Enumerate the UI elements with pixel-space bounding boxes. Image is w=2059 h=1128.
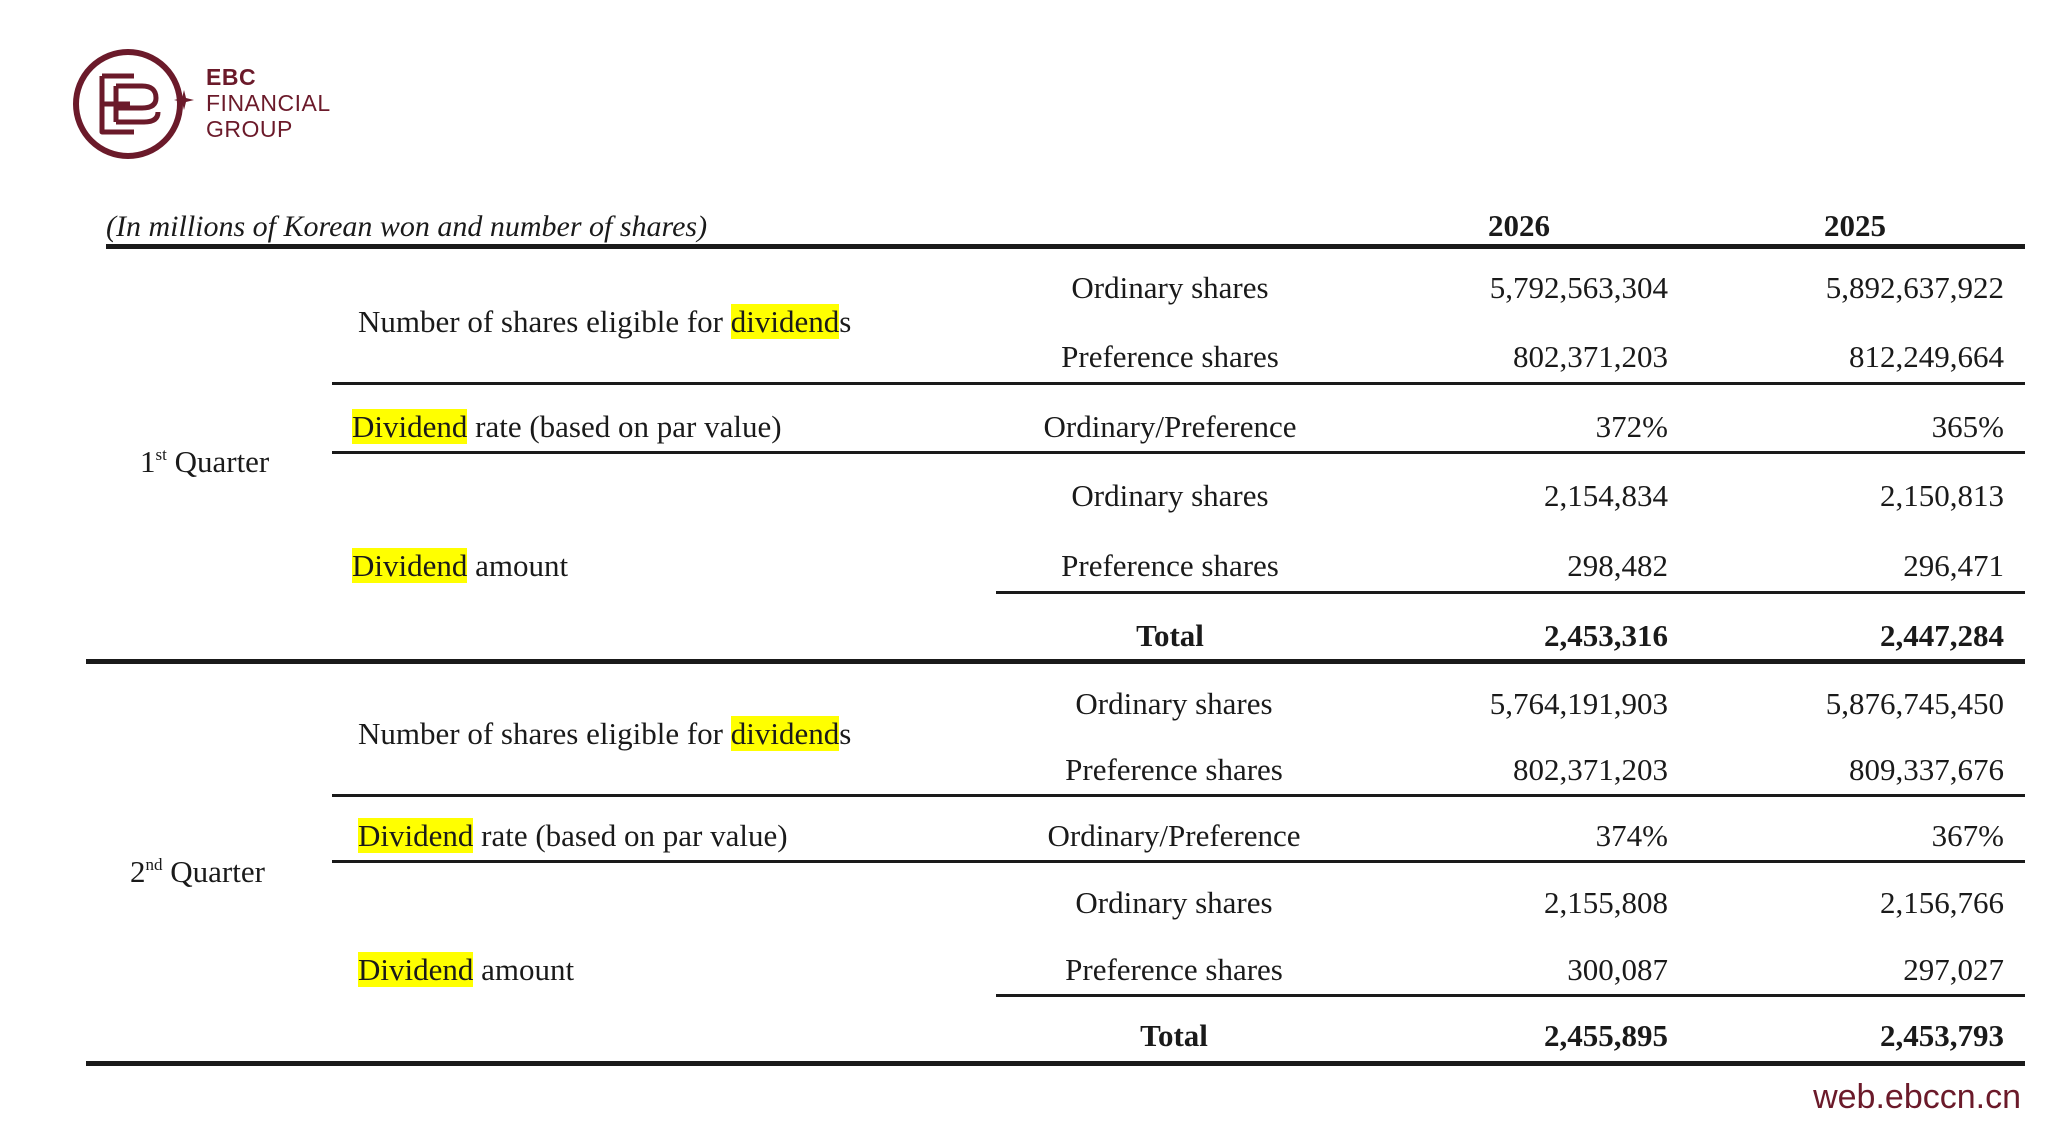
q1-rate-2025: 365% — [1931, 409, 2004, 444]
logo-line-2: FINANCIAL — [206, 90, 331, 116]
logo-line-1: EBC — [206, 64, 257, 90]
quarter-2-label: 2nd Quarter — [130, 854, 265, 889]
q1-amount-label: Dividend amount — [352, 548, 569, 583]
q1-ordinary-2025: 5,892,637,922 — [1825, 270, 2004, 305]
q1-amt-ord-2026: 2,154,834 — [1544, 478, 1668, 513]
q1-amt-pref-2026: 298,482 — [1567, 548, 1668, 583]
table-caption: (In millions of Korean won and number of shares) — [106, 210, 708, 243]
q1-rule-2 — [332, 451, 2025, 454]
table-bottom-rule — [86, 1061, 2025, 1066]
q2-total-label: Total — [1140, 1018, 1208, 1053]
q2-pref-2025: 809,337,676 — [1849, 752, 2004, 787]
q1-eligible-highlight: dividend — [730, 304, 840, 339]
q1-pref-2026: 802,371,203 — [1513, 339, 1668, 374]
ebc-monogram-icon — [72, 46, 188, 162]
sparkle-icon — [172, 88, 196, 112]
q2-ordinary-2026: 5,764,191,903 — [1489, 686, 1668, 721]
quarter-divider-rule — [86, 659, 2025, 664]
ebc-logo — [72, 46, 372, 166]
q2-eligible-highlight: dividend — [730, 716, 840, 751]
q1-rate-2026: 372% — [1595, 409, 1668, 444]
q2-rule-3 — [996, 994, 2025, 997]
q2-rule-1 — [332, 794, 2025, 797]
q1-total-label: Total — [1136, 618, 1204, 653]
logo-line-3: GROUP — [206, 116, 293, 142]
q2-total-2026: 2,455,895 — [1544, 1018, 1668, 1053]
q1-amt-ord-2025: 2,150,813 — [1880, 478, 2004, 513]
q2-amt-pref-label: Preference shares — [1065, 952, 1283, 987]
q1-pref-2025: 812,249,664 — [1849, 339, 2004, 374]
q2-amount-highlight: Dividend — [358, 952, 474, 987]
q1-ordinary-label: Ordinary shares — [1071, 270, 1269, 305]
q2-total-2025: 2,453,793 — [1880, 1018, 2004, 1053]
q2-eligible-label: Number of shares eligible for dividends — [358, 716, 852, 751]
q1-rule-1 — [332, 382, 2025, 385]
q2-rate-2026: 374% — [1595, 818, 1668, 853]
q1-total-2026: 2,453,316 — [1544, 618, 1668, 653]
header-rule — [106, 244, 2025, 249]
q1-amt-pref-2025: 296,471 — [1903, 548, 2004, 583]
q2-amt-ord-2025: 2,156,766 — [1880, 885, 2004, 920]
q1-amt-ord-label: Ordinary shares — [1071, 478, 1269, 513]
q1-pref-label: Preference shares — [1061, 339, 1279, 374]
quarter-1-label: 1st Quarter — [140, 444, 270, 479]
q2-rate-2025: 367% — [1931, 818, 2004, 853]
q2-rate-label: Dividend rate (based on par value) — [358, 818, 788, 853]
q2-pref-label: Preference shares — [1065, 752, 1283, 787]
q1-amount-highlight: Dividend — [352, 548, 468, 583]
q1-ordinary-2026: 5,792,563,304 — [1489, 270, 1668, 305]
year-header-2025: 2025 — [1824, 208, 1886, 243]
q1-amt-pref-label: Preference shares — [1061, 548, 1279, 583]
q1-rule-3 — [996, 591, 2025, 594]
footer-url: web.ebccn.cn — [1813, 1078, 2021, 1116]
q2-amt-ord-2026: 2,155,808 — [1544, 885, 1668, 920]
q1-rate-label: Dividend rate (based on par value) — [352, 409, 782, 444]
logo-wordmark — [206, 64, 331, 142]
q1-eligible-label: Number of shares eligible for dividends — [358, 304, 852, 339]
q1-rate-class: Ordinary/Preference — [1043, 409, 1297, 444]
q2-amount-label: Dividend amount — [358, 952, 575, 987]
q2-pref-2026: 802,371,203 — [1513, 752, 1668, 787]
q2-rate-highlight: Dividend — [358, 818, 474, 853]
q2-rate-class: Ordinary/Preference — [1047, 818, 1301, 853]
q1-rate-highlight: Dividend — [352, 409, 468, 444]
year-header-2026: 2026 — [1488, 208, 1550, 243]
q2-ordinary-2025: 5,876,745,450 — [1825, 686, 2004, 721]
q2-amt-pref-2026: 300,087 — [1567, 952, 1668, 987]
q1-total-2025: 2,447,284 — [1880, 618, 2004, 653]
q2-amt-pref-2025: 297,027 — [1903, 952, 2004, 987]
q2-amt-ord-label: Ordinary shares — [1075, 885, 1273, 920]
q2-ordinary-label: Ordinary shares — [1075, 686, 1273, 721]
q2-rule-2 — [332, 860, 2025, 863]
